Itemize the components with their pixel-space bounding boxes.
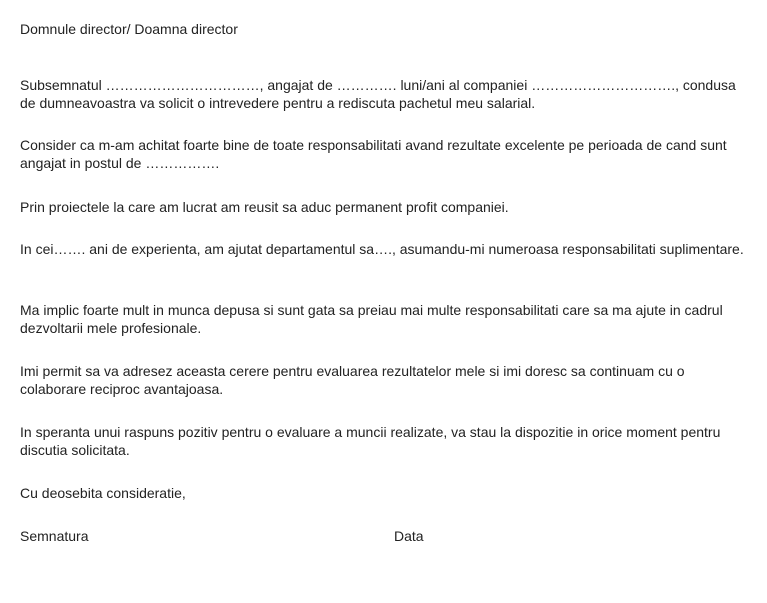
letter-closing: Cu deosebita consideratie, (20, 485, 186, 501)
letter-paragraph: Ma implic foarte mult in munca depusa si sunt gata sa preiau mai multe responsabilitati care sa ma ajute in cadrul dezvoltarii mele profesionale. (20, 302, 723, 336)
letter-paragraph: Prin proiectele la care am lucrat am reusit sa aduc permanent profit companiei. (20, 199, 509, 215)
letter-salutation: Domnule director/ Doamna director (20, 21, 238, 37)
letter-paragraph: Imi permit sa va adresez aceasta cerere pentru evaluarea rezultatelor mele si imi doresc sa continuam cu o colaborare reciproc avantajoasa. (20, 363, 685, 397)
signature-label: Semnatura (20, 528, 89, 544)
letter-paragraph: Consider ca m-am achitat foarte bine de toate responsabilitati avand rezultate excelente pe perioada de cand sunt angajat in postul de ……………. (20, 137, 727, 171)
letter-paragraph: Subsemnatul ……………………………, angajat de …………. luni/ani al companiei …………………………., condusa de dumneavoastra va solicit o intrevedere pentru a rediscuta pachetul meu salarial. (20, 77, 736, 111)
letter-paragraph: In cei……. ani de experienta, am ajutat departamentul sa…., asumandu-mi numeroasa responsabilitati suplimentare. (20, 241, 744, 257)
date-label: Data (394, 528, 424, 544)
letter-paragraph: In speranta unui raspuns pozitiv pentru o evaluare a muncii realizate, va stau la dispozitie in orice moment pentru discutia solicitata. (20, 424, 721, 458)
